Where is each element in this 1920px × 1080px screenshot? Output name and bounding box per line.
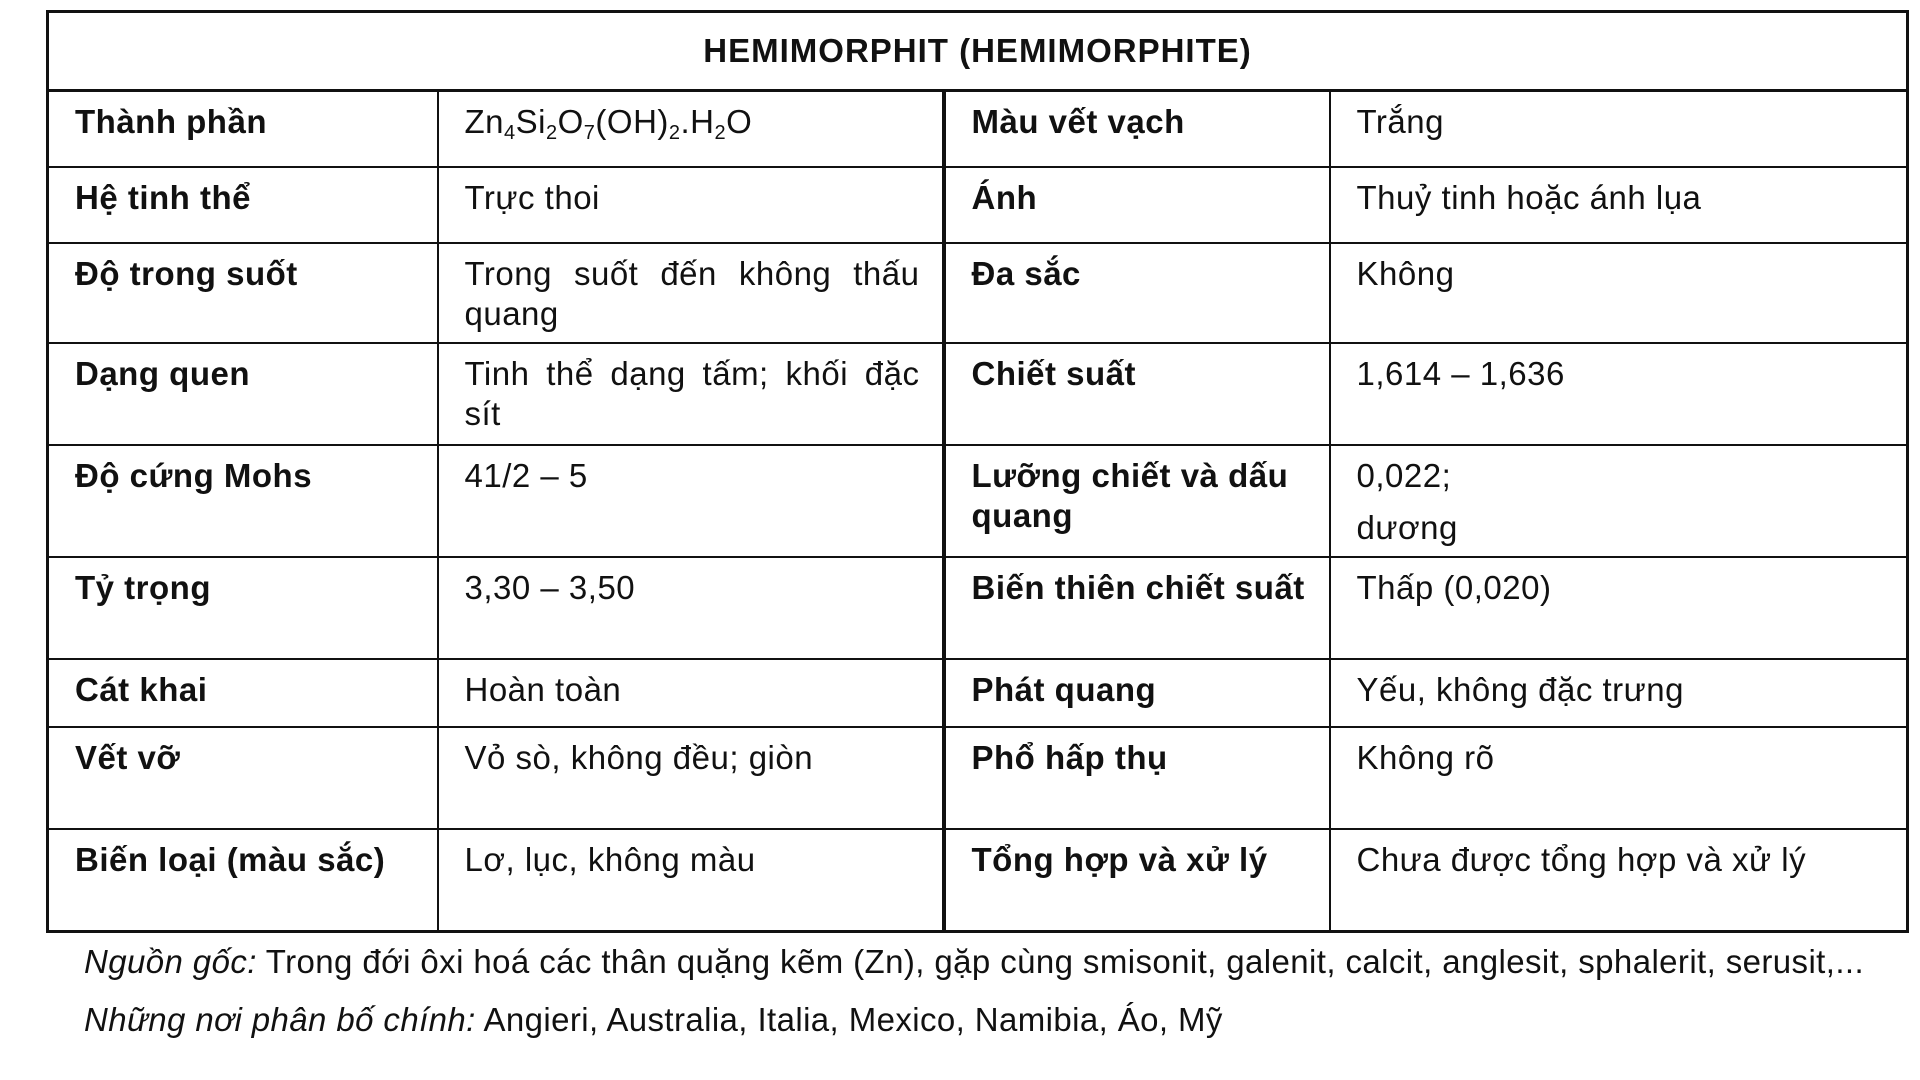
row-label-birefringence: Lưỡng chiết và dấu quang <box>944 445 1330 557</box>
transparency-value: Trong suốt đến không thấu quang <box>438 243 944 343</box>
row-label-crystal-system: Hệ tinh thể <box>48 167 438 243</box>
mineral-sheet <box>46 10 1908 1059</box>
dispersion-value: Thấp (0,020) <box>1330 557 1908 659</box>
row-label-mohs-hardness: Độ cứng Mohs <box>48 445 438 557</box>
origin-text: Trong đới ôxi hoá các thân quặng kẽm (Zn), gặp cùng smisonit, galenit, calcit, anglesit, sphalerit, serusit,... <box>256 943 1865 980</box>
table-row <box>48 727 1908 829</box>
mineral-properties-table <box>46 10 1909 933</box>
origin-lead: Nguồn gốc: <box>84 943 257 980</box>
table-row <box>48 659 1908 727</box>
fracture-value: Vỏ sò, không đều; giòn <box>438 727 944 829</box>
fluorescence-value: Yếu, không đặc trưng <box>1330 659 1908 727</box>
distribution-note <box>84 1001 1868 1039</box>
table-row <box>48 243 1908 343</box>
table-row <box>48 167 1908 243</box>
birefringence-number: 0,022; <box>1356 457 1452 494</box>
mohs-hardness-value: 41/2 – 5 <box>438 445 944 557</box>
row-label-composition: Thành phần <box>48 91 438 168</box>
birefringence-value <box>1330 445 1908 557</box>
distribution-lead: Những nơi phân bố chính: <box>84 1001 476 1038</box>
table-row <box>48 557 1908 659</box>
refractive-index-value: 1,614 – 1,636 <box>1330 343 1908 445</box>
pleochroism-value: Không <box>1330 243 1908 343</box>
table-row <box>48 343 1908 445</box>
luster-value: Thuỷ tinh hoặc ánh lụa <box>1330 167 1908 243</box>
varieties-value: Lơ, lục, không màu <box>438 829 944 932</box>
origin-note <box>84 943 1868 981</box>
specific-gravity-value: 3,30 – 3,50 <box>438 557 944 659</box>
habit-value: Tinh thể dạng tấm; khối đặc sít <box>438 343 944 445</box>
table-row <box>48 91 1908 168</box>
row-label-habit: Dạng quen <box>48 343 438 445</box>
row-label-dispersion: Biến thiên chiết suất <box>944 557 1330 659</box>
table-title: HEMIMORPHIT (HEMIMORPHITE) <box>48 12 1908 91</box>
absorption-spectrum-value: Không rõ <box>1330 727 1908 829</box>
synthesis-treatment-value: Chưa được tổng hợp và xử lý <box>1330 829 1908 932</box>
row-label-cleavage: Cát khai <box>48 659 438 727</box>
row-label-fracture: Vết vỡ <box>48 727 438 829</box>
row-label-streak: Màu vết vạch <box>944 91 1330 168</box>
table-row <box>48 445 1908 557</box>
row-label-synthesis-treatment: Tổng hợp và xử lý <box>944 829 1330 932</box>
table-row <box>48 829 1908 932</box>
row-label-fluorescence: Phát quang <box>944 659 1330 727</box>
row-label-refractive-index: Chiết suất <box>944 343 1330 445</box>
cleavage-value: Hoàn toàn <box>438 659 944 727</box>
row-label-transparency: Độ trong suốt <box>48 243 438 343</box>
row-label-varieties: Biến loại (màu sắc) <box>48 829 438 932</box>
composition-formula: $Zn_4Si_2O_7(OH)_2.H_2O$ <box>438 91 944 168</box>
notes-section <box>46 943 1908 1039</box>
row-label-absorption-spectrum: Phổ hấp thụ <box>944 727 1330 829</box>
row-label-pleochroism: Đa sắc <box>944 243 1330 343</box>
crystal-system-value: Trực thoi <box>438 167 944 243</box>
distribution-text: Angieri, Australia, Italia, Mexico, Namibia, Áo, Mỹ <box>475 1001 1223 1038</box>
row-label-specific-gravity: Tỷ trọng <box>48 557 438 659</box>
row-label-luster: Ánh <box>944 167 1330 243</box>
streak-value: Trắng <box>1330 91 1908 168</box>
optic-sign: dương <box>1356 509 1458 546</box>
